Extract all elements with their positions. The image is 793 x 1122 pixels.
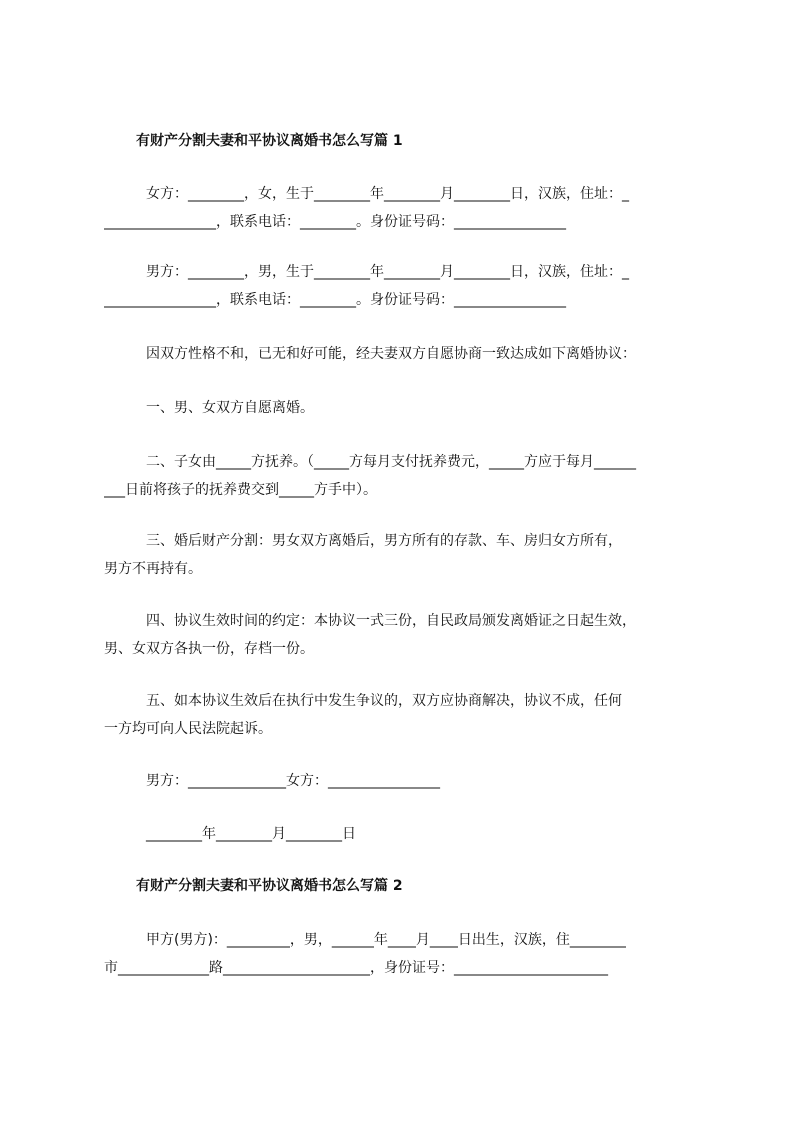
female-party-line1: 女方：________，女，生于________年________月________日，汉族，住址：_ [146, 186, 629, 202]
clause4-line1: 四、协议生效时间的约定：本协议一式三份，自民政局颁发离婚证之日起生效， [146, 613, 636, 629]
male-party-paragraph [104, 258, 704, 314]
clause1-paragraph [104, 394, 704, 422]
male-party-line2: ________________，联系电话：________。身份证号码：________________ [104, 292, 566, 308]
signature-paragraph [104, 767, 704, 795]
clause1-line: 一、男、女双方自愿离婚。 [146, 400, 314, 416]
male-party-line1: 男方：________，男，生于________年________月________日，汉族，住址：_ [146, 264, 629, 280]
clause3-line2: 男方不再持有。 [104, 561, 202, 577]
clause2-line1: 二、子女由_____方抚养。（_____方每月支付抚养费元，_____方应于每月______ [146, 454, 636, 470]
signature-line: 男方：______________女方：________________ [146, 773, 440, 789]
clause5-paragraph [104, 687, 704, 743]
clause4-line2: 男、女双方各执一份，存档一份。 [104, 641, 314, 657]
clause3-paragraph [104, 527, 704, 583]
section1-title: 有财产分割夫妻和平协议离婚书怎么写篇 1 [136, 133, 403, 149]
date-line: ________年________月________日 [146, 826, 356, 842]
clause4-paragraph [104, 607, 704, 663]
female-party-paragraph [104, 180, 704, 236]
clause2-line2: ___日前将孩子的抚养费交到_____方手中）。 [104, 482, 377, 498]
party-a-line2: 市_____________路_____________________，身份证号：______________________ [104, 960, 608, 976]
section2-title: 有财产分割夫妻和平协议离婚书怎么写篇 2 [136, 878, 403, 894]
clause5-line2: 一方均可向人民法院起诉。 [104, 721, 272, 737]
intro-paragraph [104, 340, 704, 368]
party-a-line1: 甲方(男方)：_________，男，______年____月____日出生，汉族，住________ [146, 932, 626, 948]
clause5-line1: 五、如本协议生效后在执行中发生争议的，双方应协商解决，协议不成，任何 [146, 693, 622, 709]
clause2-paragraph [104, 448, 704, 504]
date-paragraph [104, 820, 704, 848]
intro-line: 因双方性格不和，已无和好可能，经夫妻双方自愿协商一致达成如下离婚协议： [146, 346, 636, 362]
party-a-paragraph [104, 926, 704, 982]
clause3-line1: 三、婚后财产分割：男女双方离婚后，男方所有的存款、车、房归女方所有， [146, 533, 622, 549]
female-party-line2: ________________，联系电话：________。身份证号码：________________ [104, 214, 566, 230]
